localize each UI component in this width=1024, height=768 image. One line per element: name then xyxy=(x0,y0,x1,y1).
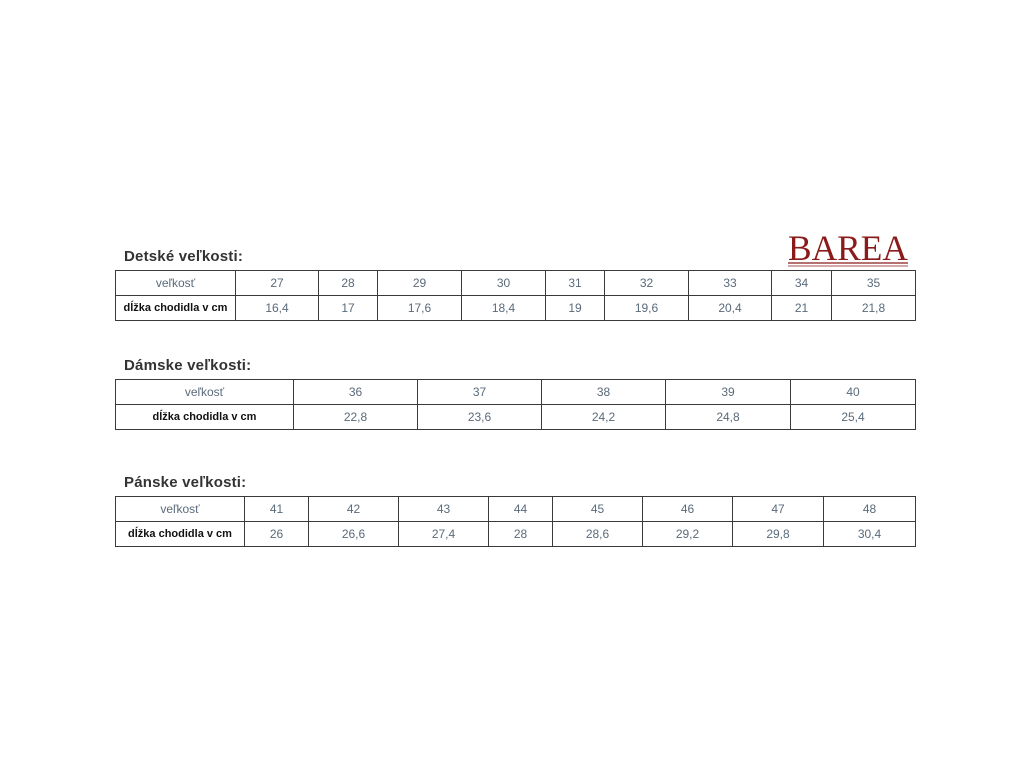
length-cell: 21 xyxy=(772,296,832,321)
size-cell: 46 xyxy=(643,497,733,522)
size-cell: 45 xyxy=(553,497,643,522)
barea-logo xyxy=(786,229,910,269)
section-title-women: Dámske veľkosti: xyxy=(124,357,252,374)
length-cell: 19 xyxy=(546,296,605,321)
length-cell: 29,2 xyxy=(643,522,733,547)
length-cell: 26 xyxy=(245,522,309,547)
size-cell: 32 xyxy=(605,271,689,296)
size-cell: 28 xyxy=(319,271,378,296)
size-table-kids xyxy=(115,270,916,321)
length-cell: 28 xyxy=(489,522,553,547)
length-cell: 22,8 xyxy=(294,405,418,430)
size-cell: 41 xyxy=(245,497,309,522)
length-cell: 16,4 xyxy=(236,296,319,321)
size-cell: 31 xyxy=(546,271,605,296)
size-cell: 27 xyxy=(236,271,319,296)
length-cell: 29,8 xyxy=(733,522,824,547)
section-title-men: Pánske veľkosti: xyxy=(124,474,247,491)
section-title-kids: Detské veľkosti: xyxy=(124,248,244,265)
length-row xyxy=(116,296,916,321)
length-cell: 28,6 xyxy=(553,522,643,547)
length-cell: 24,2 xyxy=(542,405,666,430)
length-row xyxy=(116,522,916,547)
length-cell: 21,8 xyxy=(832,296,916,321)
size-label: veľkosť xyxy=(116,497,245,522)
length-row xyxy=(116,405,916,430)
size-cell: 42 xyxy=(309,497,399,522)
size-cell: 37 xyxy=(418,380,542,405)
length-cell: 26,6 xyxy=(309,522,399,547)
length-label: dĺžka chodidla v cm xyxy=(116,522,245,547)
logo-text: BAREA xyxy=(788,229,908,268)
length-cell: 27,4 xyxy=(399,522,489,547)
size-label: veľkosť xyxy=(116,271,236,296)
length-cell: 17 xyxy=(319,296,378,321)
length-label: dĺžka chodidla v cm xyxy=(116,405,294,430)
size-row xyxy=(116,271,916,296)
size-cell: 40 xyxy=(791,380,916,405)
size-cell: 36 xyxy=(294,380,418,405)
size-cell: 35 xyxy=(832,271,916,296)
size-cell: 48 xyxy=(824,497,916,522)
length-label: dĺžka chodidla v cm xyxy=(116,296,236,321)
size-cell: 30 xyxy=(462,271,546,296)
size-table-women xyxy=(115,379,916,430)
length-cell: 25,4 xyxy=(791,405,916,430)
size-label: veľkosť xyxy=(116,380,294,405)
size-row xyxy=(116,380,916,405)
length-cell: 17,6 xyxy=(378,296,462,321)
length-cell: 24,8 xyxy=(666,405,791,430)
length-cell: 20,4 xyxy=(689,296,772,321)
length-cell: 30,4 xyxy=(824,522,916,547)
size-cell: 47 xyxy=(733,497,824,522)
length-cell: 19,6 xyxy=(605,296,689,321)
length-cell: 18,4 xyxy=(462,296,546,321)
size-cell: 44 xyxy=(489,497,553,522)
size-cell: 39 xyxy=(666,380,791,405)
size-cell: 38 xyxy=(542,380,666,405)
size-cell: 43 xyxy=(399,497,489,522)
size-cell: 34 xyxy=(772,271,832,296)
size-row xyxy=(116,497,916,522)
size-cell: 33 xyxy=(689,271,772,296)
length-cell: 23,6 xyxy=(418,405,542,430)
size-cell: 29 xyxy=(378,271,462,296)
size-table-men xyxy=(115,496,916,547)
